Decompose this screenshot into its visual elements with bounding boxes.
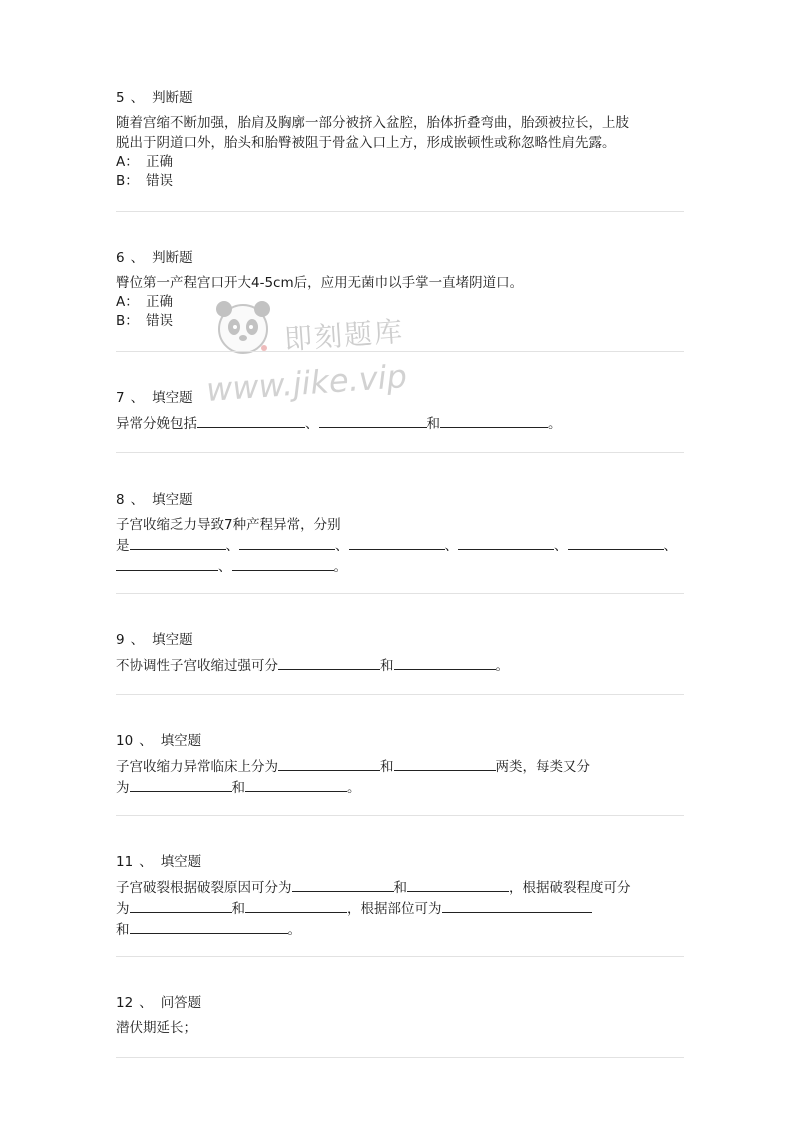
- text-segment: 、: [225, 538, 239, 554]
- divider: [116, 452, 684, 453]
- divider: [116, 815, 684, 816]
- text-segment: 不协调性子宫收缩过强可分: [116, 658, 278, 674]
- blank-field[interactable]: [407, 877, 509, 892]
- blank-field[interactable]: [130, 919, 288, 934]
- divider: [116, 211, 684, 212]
- blank-field[interactable]: [440, 413, 548, 428]
- question-number: 6: [116, 250, 125, 266]
- question-number: 5: [116, 90, 125, 106]
- question-header: [116, 630, 684, 650]
- blank-field[interactable]: [130, 898, 232, 913]
- divider: [116, 351, 684, 352]
- question-separator: 、: [139, 733, 153, 749]
- option-key: A：: [116, 154, 139, 170]
- question-7: [116, 388, 684, 434]
- question-text-line: [116, 777, 684, 798]
- text-segment: 。: [548, 416, 562, 432]
- option-label: 正确: [146, 154, 173, 170]
- question-text-line: [116, 756, 684, 777]
- blank-field[interactable]: [394, 756, 496, 771]
- question-header: [116, 731, 684, 751]
- question-header: [116, 490, 684, 510]
- text-segment: 是: [116, 538, 130, 554]
- question-6: [116, 248, 684, 331]
- question-separator: 、: [139, 854, 153, 870]
- question-type: 判断题: [152, 90, 193, 106]
- question-text-line: [116, 535, 684, 556]
- question-separator: 、: [139, 995, 153, 1011]
- option-key: A：: [116, 294, 139, 310]
- option-label: 正确: [146, 294, 173, 310]
- question-type: 填空题: [152, 492, 193, 508]
- text-segment: 和: [426, 416, 440, 432]
- question-text-line: 子宫收缩乏力导致7种产程异常，分别: [116, 517, 341, 533]
- blank-field[interactable]: [245, 898, 347, 913]
- question-8: [116, 490, 684, 577]
- blank-field[interactable]: [116, 556, 218, 571]
- question-separator: 、: [130, 250, 145, 266]
- option-label: 错误: [146, 313, 173, 329]
- question-number: 8: [116, 492, 125, 508]
- question-type: 判断题: [152, 250, 193, 266]
- question-type: 填空题: [152, 390, 193, 406]
- text-segment: 、: [218, 559, 232, 575]
- blank-field[interactable]: [245, 777, 347, 792]
- option-b[interactable]: [116, 172, 684, 191]
- question-text-line: 潜伏期延长；: [116, 1020, 197, 1036]
- question-type: 问答题: [160, 995, 202, 1011]
- divider: [116, 956, 684, 957]
- blank-field[interactable]: [319, 413, 427, 428]
- text-segment: 和: [380, 658, 394, 674]
- blank-field[interactable]: [197, 413, 305, 428]
- text-segment: 。: [347, 780, 361, 796]
- watermark-brand: 即刻题库: [283, 314, 406, 357]
- question-text-line: [116, 877, 684, 898]
- text-segment: 、: [663, 538, 677, 554]
- option-key: B：: [116, 313, 139, 329]
- question-text-line: 随着宫缩不断加强，胎肩及胸廓一部分被挤入盆腔，胎体折叠弯曲，胎颈被拉长，上肢: [116, 115, 629, 131]
- question-text-line: 臀位第一产程宫口开大4-5cm后，应用无菌巾以手掌一直堵阴道口。: [116, 275, 524, 291]
- text-segment: 子宫破裂根据破裂原因可分为: [116, 880, 292, 896]
- question-text-line: [116, 655, 684, 676]
- blank-field[interactable]: [278, 655, 380, 670]
- question-header: [116, 88, 684, 108]
- text-segment: 为: [116, 780, 130, 796]
- question-header: [116, 248, 684, 268]
- blank-field[interactable]: [239, 535, 335, 550]
- watermark-url: www.jike.vip: [204, 357, 409, 409]
- question-header: [116, 852, 684, 872]
- blank-field[interactable]: [130, 777, 232, 792]
- question-header: [116, 388, 684, 408]
- text-segment: 、: [335, 538, 349, 554]
- question-9: [116, 630, 684, 676]
- question-number: 7: [116, 390, 125, 406]
- question-text-line: [116, 556, 684, 577]
- text-segment: 。: [495, 658, 509, 674]
- blank-field[interactable]: [292, 877, 394, 892]
- blank-field[interactable]: [394, 655, 496, 670]
- text-segment: 、: [305, 416, 319, 432]
- question-number: 12: [116, 995, 134, 1011]
- text-segment: 异常分娩包括: [116, 416, 197, 432]
- question-separator: 、: [130, 390, 145, 406]
- question-10: [116, 731, 684, 798]
- question-type: 填空题: [160, 733, 202, 749]
- question-text-line: 脱出于阴道口外，胎头和胎臀被阻于骨盆入口上方，形成嵌顿性或称忽略性肩先露。: [116, 135, 616, 151]
- question-text-line: [116, 413, 684, 434]
- option-a[interactable]: [116, 153, 684, 172]
- text-segment: 和: [231, 780, 245, 796]
- text-segment: 和: [380, 759, 394, 775]
- text-segment: 、: [554, 538, 568, 554]
- text-segment: 为: [116, 901, 130, 917]
- question-header: [116, 993, 684, 1013]
- question-number: 11: [116, 854, 134, 870]
- option-label: 错误: [146, 173, 173, 189]
- question-separator: 、: [130, 632, 145, 648]
- blank-field[interactable]: [458, 535, 554, 550]
- question-5: [116, 88, 684, 191]
- question-11: [116, 852, 684, 940]
- option-key: B：: [116, 173, 139, 189]
- blank-field[interactable]: [349, 535, 445, 550]
- option-b[interactable]: [116, 312, 684, 331]
- question-type: 填空题: [152, 632, 193, 648]
- text-segment: 和: [231, 901, 245, 917]
- blank-field[interactable]: [442, 898, 592, 913]
- blank-field[interactable]: [278, 756, 380, 771]
- text-segment: 和: [393, 880, 407, 896]
- question-separator: 、: [130, 90, 145, 106]
- text-segment: ，根据部位可为: [347, 901, 442, 917]
- question-12: [116, 993, 684, 1038]
- question-number: 10: [116, 733, 134, 749]
- text-segment: 、: [444, 538, 458, 554]
- blank-field[interactable]: [232, 556, 334, 571]
- question-text-line: [116, 898, 684, 919]
- text-segment: 。: [287, 922, 301, 938]
- option-a[interactable]: [116, 293, 684, 312]
- divider: [116, 694, 684, 695]
- question-text-line: [116, 919, 684, 940]
- text-segment: 。: [333, 559, 347, 575]
- question-type: 填空题: [160, 854, 202, 870]
- question-number: 9: [116, 632, 125, 648]
- text-segment: 子宫收缩力异常临床上分为: [116, 759, 278, 775]
- divider: [116, 593, 684, 594]
- blank-field[interactable]: [568, 535, 664, 550]
- text-segment: 两类，每类又分: [495, 759, 590, 775]
- blank-field[interactable]: [130, 535, 226, 550]
- text-segment: ，根据破裂程度可分: [509, 880, 631, 896]
- text-segment: 和: [116, 922, 130, 938]
- divider: [116, 1057, 684, 1058]
- question-separator: 、: [130, 492, 145, 508]
